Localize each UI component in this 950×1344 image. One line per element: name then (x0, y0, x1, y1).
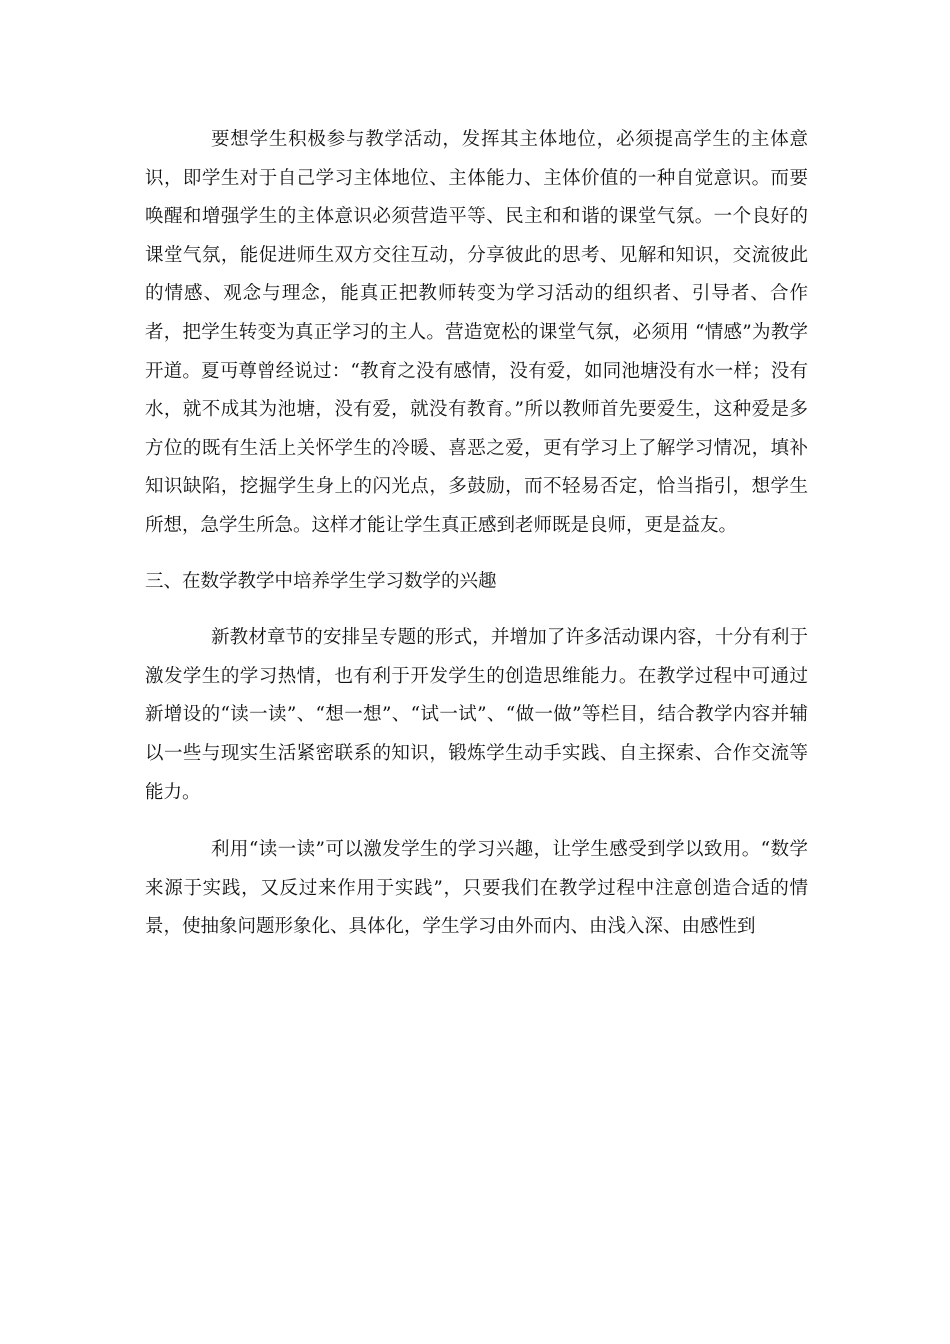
paragraph-read-a-read: 利用“读一读”可以激发学生的学习兴趣，让学生感受到学以致用。“数学来源于实践，又反过来作用于实践”，只要我们在教学过程中注意创造合适的情景，使抽象问题形象化、具体化，学生学习由外而内、由浅入深、由感性到 (145, 839, 808, 938)
document-page (145, 121, 808, 947)
paragraph-classroom-atmosphere: 要想学生积极参与教学活动，发挥其主体地位，必须提高学生的主体意识，即学生对于自己学习主体地位、主体能力、主体价值的一种自觉意识。而要唤醒和增强学生的主体意识必须营造平等、民主和和谐的课堂气氛。一个良好的课堂气氛，能促进师生双方交往互动，分享彼此的思考、见解和知识，交流彼此的情感、观念与理念，能真正把教师转变为学习活动的组织者、引导者、合作者，把学生转变为真正学习的主人。营造宽松的课堂气氛，必须用 “情感”为教学开道。夏丏尊曾经说过：“教育之没有感情，没有爱，如同池塘没有水一样；没有水，就不成其为池塘，没有爱，就没有教育。”所以教师首先要爱生，这种爱是多方位的既有生活上关怀学生的冷暖、喜恶之爱，更有学习上了解学习情况，填补知识缺陷，挖掘学生身上的闪光点，多鼓励，而不轻易否定，恰当指引，想学生所想，急学生所急。这样才能让学生真正感到老师既是良师，更是益友。 (145, 129, 808, 536)
paragraph-new-textbook: 新教材章节的安排呈专题的形式，并增加了许多活动课内容，十分有利于激发学生的学习热情，也有利于开发学生的创造思维能力。在教学过程中可通过新增设的“读一读”、“想一想”、“试一试”、“做一做”等栏目，结合教学内容并辅以一些与现实生活紧密联系的知识，锻炼学生动手实践、自主探索、合作交流等能力。 (145, 627, 808, 803)
section-heading: 三、在数学教学中培养学生学习数学的兴趣 (145, 570, 497, 592)
